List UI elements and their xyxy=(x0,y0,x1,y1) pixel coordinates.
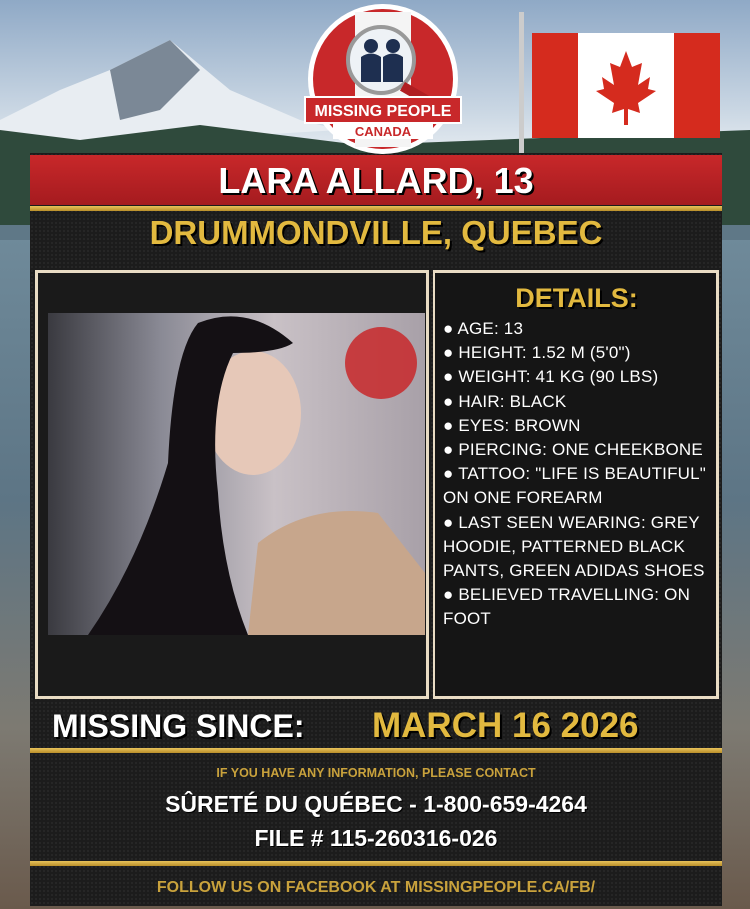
logo-text-line2: CANADA xyxy=(354,124,412,139)
location: DRUMMONDVILLE, QUEBEC xyxy=(149,214,603,251)
detail-piercing: ● PIERCING: ONE CHEEKBONE xyxy=(443,440,703,460)
missing-person-name: LARA ALLARD, 13 xyxy=(30,155,722,205)
gold-divider xyxy=(30,206,722,211)
gold-divider xyxy=(30,748,722,753)
photo-frame xyxy=(35,270,429,699)
canada-flag-icon xyxy=(532,33,720,138)
detail-hair: ● HAIR: BLACK xyxy=(443,391,567,411)
detail-tattoo: ● TATTOO: "LIFE IS BEAUTIFUL" ON ONE FOREARM xyxy=(443,464,707,508)
detail-travelling: ● BELIEVED TRAVELLING: ON FOOT xyxy=(443,585,691,629)
detail-eyes: ● EYES: BROWN xyxy=(443,415,581,435)
details-panel xyxy=(433,270,719,699)
missing-people-canada-logo xyxy=(303,2,463,157)
detail-age: ● AGE: 13 xyxy=(443,319,524,338)
contact-prompt: IF YOU HAVE ANY INFORMATION, PLEASE CONTACT xyxy=(216,766,536,780)
details-heading: DETAILS: xyxy=(515,283,638,313)
missing-since-label: MISSING SINCE: xyxy=(52,708,305,744)
facebook-link[interactable]: FOLLOW US ON FACEBOOK AT MISSINGPEOPLE.CA/FB/ xyxy=(156,879,596,896)
detail-clothing: ● LAST SEEN WEARING: GREY HOODIE, PATTERNED BLACK PANTS, GREEN ADIDAS SHOES xyxy=(443,512,705,581)
detail-weight: ● WEIGHT: 41 KG (90 LBS) xyxy=(443,367,659,387)
gold-divider xyxy=(30,861,722,866)
file-number: FILE # 115-260316-026 xyxy=(254,825,498,851)
details-list xyxy=(443,317,710,632)
missing-since-date: MARCH 16 2026 xyxy=(372,706,639,745)
missing-person-photo xyxy=(48,313,425,635)
contact-agency-phone: SÛRETÉ DU QUÉBEC - 1-800-659-4264 xyxy=(165,791,587,817)
detail-height: ● HEIGHT: 1.52 M (5'0") xyxy=(443,343,631,363)
logo-text-line1: MISSING PEOPLE xyxy=(314,103,452,120)
flag-pole xyxy=(519,12,524,157)
